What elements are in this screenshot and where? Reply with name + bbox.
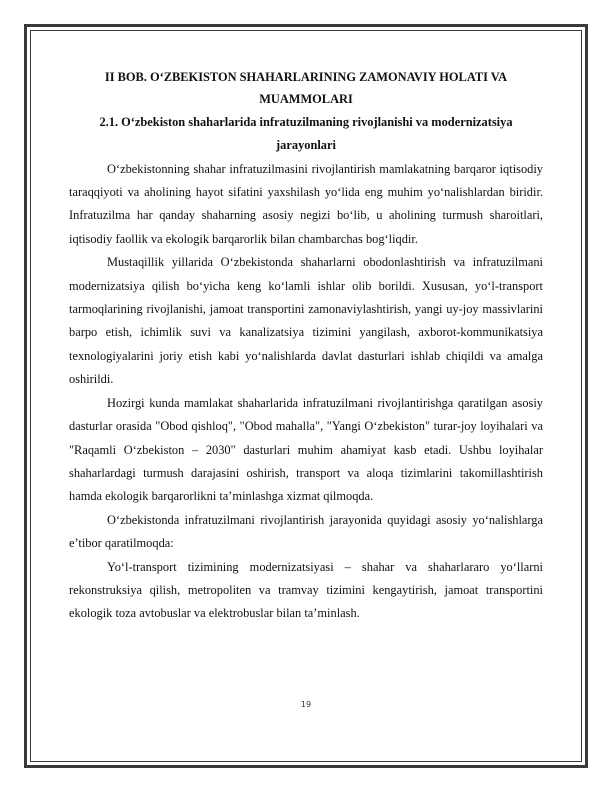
paragraph-2: Mustaqillik yillarida O‘zbekistonda shaharlarni obodonlashtirish va infratuzilmani modernizatsiya qilish bo‘yicha keng ko‘lamli ishlar olib borildi. Xususan, yo‘l-transport tarmoqlarining rivojlanishi, jamoat transportini zamonaviylashtirish, yangi uy-joy massivlarini barpo etish, ichimlik suvi va kanalizatsiya tizimini yangilash, axborot-kommunikatsiya texnologiyalarini joriy etish kabi yo‘nalishlarda davlat dasturlari ishlab chiqildi va amalga oshirildi. <box>69 255 543 387</box>
chapter-title: II BOB. O‘ZBEKISTON SHAHARLARINING ZAMONAVIY HOLATI VA MUAMMOLARI <box>104 70 508 107</box>
paragraph-4: O‘zbekistonda infratuzilmani rivojlantirish jarayonida quyidagi asosiy yo‘nalishlarga e’tibor qaratilmoqda: <box>69 512 543 551</box>
paragraph-1: O‘zbekistonning shahar infratuzilmasini rivojlantirish mamlakatning barqaror iqtisodiy taraqqiyoti va aholining hayot sifatini yaxshilash yo‘lida eng muhim yo‘nalishlardan biridir. Infratuzilma har qanday shaharning asosiy negizi bo‘lib, u aholining turmush sharoitlari, iqtisodiy faollik va ekologik barqarorlik bilan chambarchas bog‘liqdir. <box>69 161 543 246</box>
page-content <box>69 66 543 626</box>
page-number: 19 <box>300 700 312 709</box>
paragraph-5: Yo‘l-transport tizimining modernizatsiyasi – shahar va shaharlararo yo‘llarni rekonstruksiya qilish, metropoliten va tramvay tizimini kengaytirish, jamoat transportini ekologik toza avtobuslar va elektrobuslar bilan ta’minlash. <box>69 559 543 621</box>
paragraph-3: Hozirgi kunda mamlakat shaharlarida infratuzilmani rivojlantirishga qaratilgan asosiy dasturlar orasida "Obod qishloq", "Obod mahalla", "Yangi O‘zbekiston" turar-joy loyihalari va "Raqamli O‘zbekiston – 2030" dasturlari muhim ahamiyat kasb etadi. Ushbu loyihalar shaharlardagi turmush darajasini oshirish, transport va aloqa tizimlarini takomillashtirish hamda ekologik barqarorlikni ta’minlashga xizmat qilmoqda. <box>69 395 543 504</box>
section-title: 2.1. O‘zbekiston shaharlarida infratuzilmaning rivojlanishi va modernizatsiya jarayonlari <box>99 114 513 153</box>
